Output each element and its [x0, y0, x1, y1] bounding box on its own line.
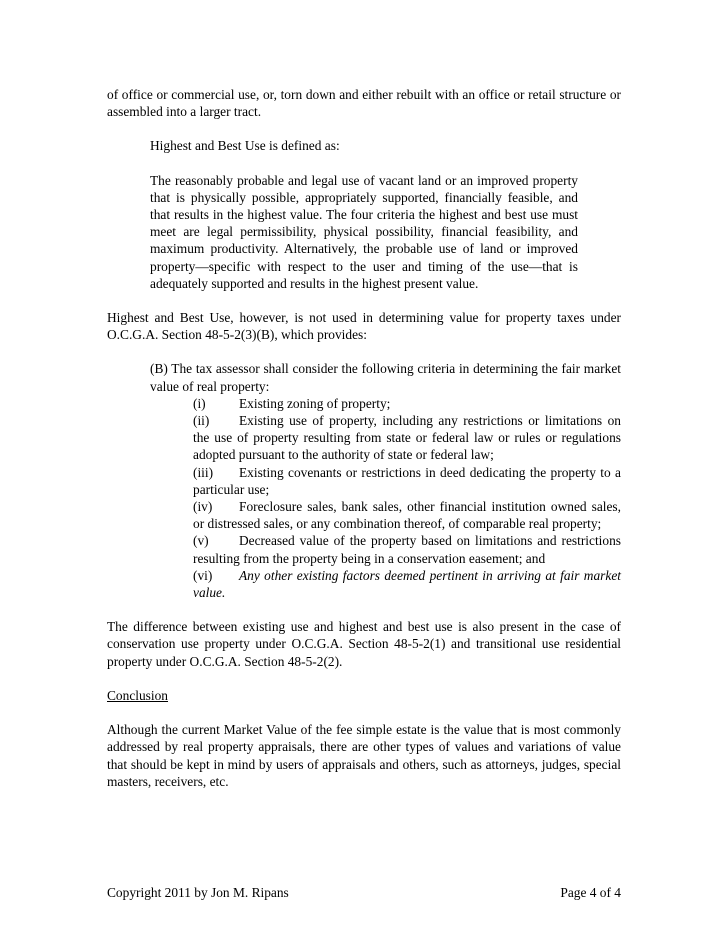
- criteria-item: [193, 464, 621, 498]
- criteria-list: [107, 395, 621, 601]
- criteria-item: [193, 532, 621, 566]
- intro-paragraph: of office or commercial use, or, torn down and either rebuilt with an office or retail structure or assembled into a larger tract.: [107, 87, 621, 120]
- item-text: Existing zoning of property;: [239, 395, 391, 411]
- item-number: (iv): [193, 499, 213, 515]
- page-footer: [107, 884, 621, 901]
- item-text: Foreclosure sales, bank sales, other financial institution owned sales, or distressed sales, or any combination thereof, of comparable real property;: [193, 499, 621, 532]
- conclusion-paragraph: Although the current Market Value of the fee simple estate is the value that is most commonly addressed by real property appraisals, there are other types of values and variations of value that should be kept in mind by users of appraisals and others, such as attorneys, judges, special masters, receivers, etc.: [107, 722, 621, 789]
- criteria-item: [193, 412, 621, 464]
- criteria-item: [193, 498, 621, 532]
- item-text: Existing use of property, including any restrictions or limitations on the use of property resulting from state or federal law or rules or regulations adopted pursuant to the authority of state or federal law;: [193, 413, 621, 463]
- item-number: (iii): [193, 464, 214, 480]
- difference-paragraph: The difference between existing use and highest and best use is also present in the case of conservation use property under O.C.G.A. Section 48-5-2(1) and transitional use residential property under O.C.G.A. Section 48-5-2(2).: [107, 619, 621, 669]
- definition-quote: The reasonably probable and legal use of vacant land or an improved property that is physically possible, appropriately supported, financially feasible, and that results in the highest value. The four criteria the highest and best use must meet are legal permissibility, physical possibility, financial feasibility, and maximum productivity. Alternatively, the probable use of land or improved property—specific with respect to the user and timing of the use—that is adequately supported and results in the highest present value.: [150, 172, 578, 291]
- criteria-item: [193, 395, 621, 412]
- however-paragraph: Highest and Best Use, however, is not used in determining value for property taxes under O.C.G.A. Section 48-5-2(3)(B), which provides:: [107, 310, 621, 343]
- item-number: (v): [193, 533, 209, 549]
- item-number: (vi): [193, 567, 213, 583]
- item-text: Existing covenants or restrictions in deed dedicating the property to a particular use;: [193, 464, 621, 497]
- item-number: (i): [193, 395, 206, 411]
- document-page: [107, 86, 621, 790]
- statute-lead: (B) The tax assessor shall consider the following criteria in determining the fair market value of real property:: [150, 361, 621, 394]
- item-text: Any other existing factors deemed pertinent in arriving at fair market value.: [193, 567, 621, 601]
- criteria-item: [193, 567, 621, 601]
- conclusion-heading: Conclusion: [107, 687, 169, 703]
- item-number: (ii): [193, 413, 210, 429]
- footer-copyright: Copyright 2011 by Jon M. Ripans: [107, 885, 289, 900]
- definition-lead: Highest and Best Use is defined as:: [150, 138, 340, 154]
- item-text: Decreased value of the property based on limitations and restrictions resulting from the property being in a conservation easement; and: [193, 533, 621, 566]
- footer-page-number: Page 4 of 4: [560, 885, 621, 900]
